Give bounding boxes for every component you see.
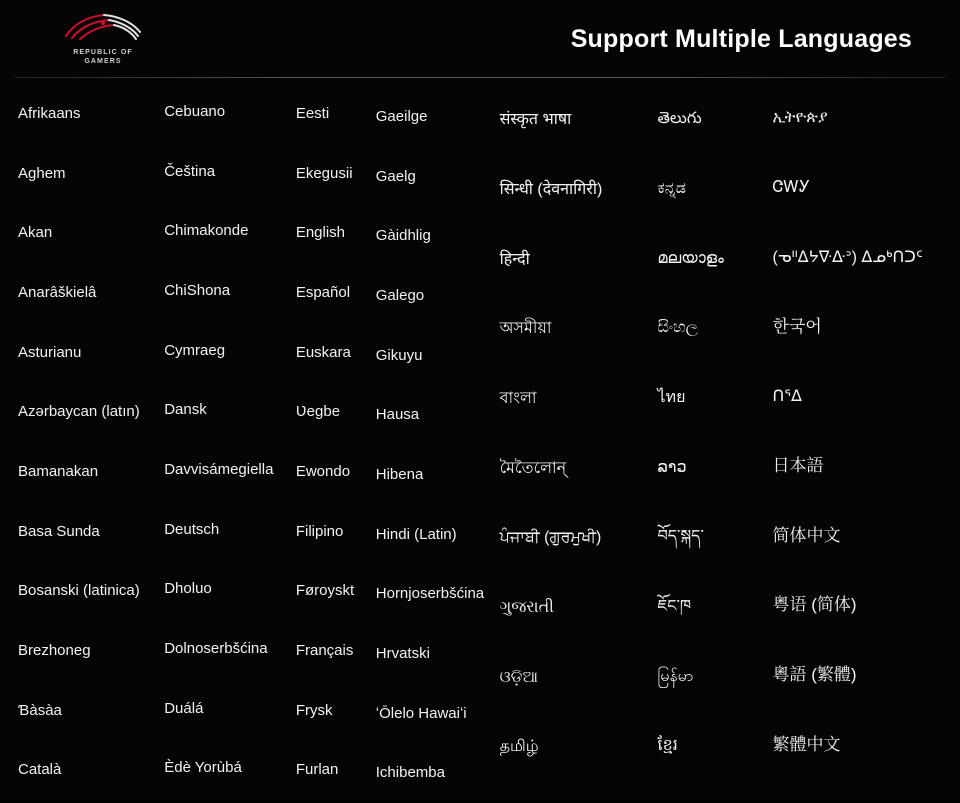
language-item: Basa Sunda [18, 522, 100, 540]
language-item: தமிழ் [499, 738, 539, 756]
rog-logo-text-line1: REPUBLIC OF [73, 48, 133, 56]
language-item: संस्कृत भाषा [499, 111, 572, 129]
language-item: Chimakonde [164, 222, 249, 240]
page-header [0, 0, 960, 78]
language-item: Aghem [18, 164, 66, 182]
language-item: Gaelg [375, 167, 416, 185]
language-item: Èdè Yorùbá [164, 759, 242, 777]
language-item: सिन्धी (देवनागिरी) [499, 180, 603, 198]
language-item: Furlan [295, 761, 339, 779]
rog-eye-logo-icon [60, 12, 146, 47]
language-item: 日本語 [772, 456, 824, 476]
language-item: Français [295, 641, 354, 659]
language-item: English [295, 224, 346, 242]
language-item: ಕನ್ನಡ [657, 179, 686, 197]
language-item: ไทย [657, 389, 686, 406]
language-item: Català [18, 761, 62, 779]
language-item: Gaeilge [375, 107, 428, 125]
language-item: Hrvatski [375, 644, 430, 662]
language-item: සිංහල [657, 319, 698, 337]
language-column-3 [296, 84, 376, 800]
language-item: हिन्दी [499, 250, 530, 268]
language-item: Ʋegbe [295, 403, 341, 421]
language-item: മലയാളം [657, 249, 724, 267]
language-item: ខ្មែរ [657, 737, 678, 755]
language-item: Ekegusii [295, 164, 353, 182]
language-item: Filipino [295, 522, 344, 540]
language-item: Čeština [164, 162, 216, 180]
language-item: Hausa [375, 406, 420, 424]
language-item: Gikuyu [375, 346, 423, 364]
language-item: Asturianu [18, 343, 82, 361]
language-item: Anarâškielâ [18, 283, 97, 301]
language-item: Bamanakan [18, 462, 99, 480]
rog-logo [18, 11, 188, 67]
language-item: 한국어 [772, 316, 822, 336]
rog-logo-text-line2: GAMERS [84, 57, 122, 65]
language-item: ລາວ [657, 458, 687, 476]
language-item: Ewondo [295, 462, 351, 480]
language-item: ଓଡ଼ିଆ [499, 668, 538, 686]
language-column-4 [376, 84, 500, 800]
language-item: བོད་སྐད་ [657, 528, 704, 546]
language-item: ᏣᎳᎩ [772, 178, 810, 196]
language-item: Hornjoserbšćina [375, 585, 485, 603]
language-item: မြန်မာ [657, 667, 694, 685]
rog-logo-text [73, 49, 133, 67]
language-item: Ɓàsàa [18, 701, 62, 719]
language-item: Dolnoserbšćina [164, 639, 268, 657]
language-item: Føroyskt [295, 582, 355, 600]
language-column-7 [773, 84, 948, 800]
language-item: ChiShona [164, 281, 231, 299]
language-item: Akan [18, 224, 53, 242]
language-item: Azərbaycan (latın) [18, 403, 140, 421]
language-item: Deutsch [164, 520, 220, 538]
language-item: 粵語 (繁體) [772, 665, 857, 685]
language-item: Dholuo [164, 580, 212, 598]
language-item: Bosanski (latinica) [18, 582, 140, 600]
language-column-2 [164, 84, 296, 800]
language-item: ગુજરાતી [499, 599, 554, 617]
language-item: ኢትዮጵያ [772, 109, 828, 127]
language-item: 繁體中文 [772, 734, 841, 754]
language-item: Hibena [375, 465, 424, 483]
language-column-5 [500, 84, 658, 800]
language-item: Ichibemba [375, 764, 445, 782]
language-item: Español [295, 283, 351, 301]
language-item: (ᓀᐦᐃᔭᐍᐏᐣ) ᐃᓄᒃᑎᑐᑦ [772, 248, 923, 266]
language-item: Afrikaans [18, 104, 81, 122]
language-item: Cebuano [164, 102, 226, 120]
language-item: Dansk [164, 401, 207, 419]
language-item: ཇོང་ཁ [657, 598, 692, 616]
language-item: 简体中文 [772, 525, 841, 545]
language-column-1 [18, 84, 164, 800]
language-item: Cymraeg [164, 341, 226, 359]
language-item: ʻŌlelo Hawaiʻi [375, 704, 467, 722]
language-item: Hindi (Latin) [375, 525, 457, 543]
language-column-6 [658, 84, 773, 800]
language-item: Euskara [295, 343, 351, 361]
language-item: Frysk [295, 701, 333, 719]
language-item: Gàidhlig [375, 227, 431, 245]
language-item: Eesti [295, 104, 330, 122]
language-item: মৈতৈলোন্ [499, 459, 567, 477]
language-item: Galego [375, 286, 425, 304]
language-item: తెలుగు [657, 110, 702, 128]
language-item: 粤语 (简体) [772, 595, 857, 615]
language-item: Davvisámegiella [164, 460, 274, 478]
language-grid [0, 84, 960, 800]
language-item: Brezhoneg [18, 641, 91, 659]
language-item: বাংলা [499, 390, 537, 407]
language-item: ᑎᕐᐃ [772, 388, 802, 405]
page-title: Support Multiple Languages [570, 24, 912, 53]
language-item: অসমীয়া [499, 320, 552, 338]
language-item: Duálá [164, 699, 204, 717]
language-item: ਪੰਜਾਬੀ (ਗੁਰਮੁਖੀ) [499, 529, 602, 547]
